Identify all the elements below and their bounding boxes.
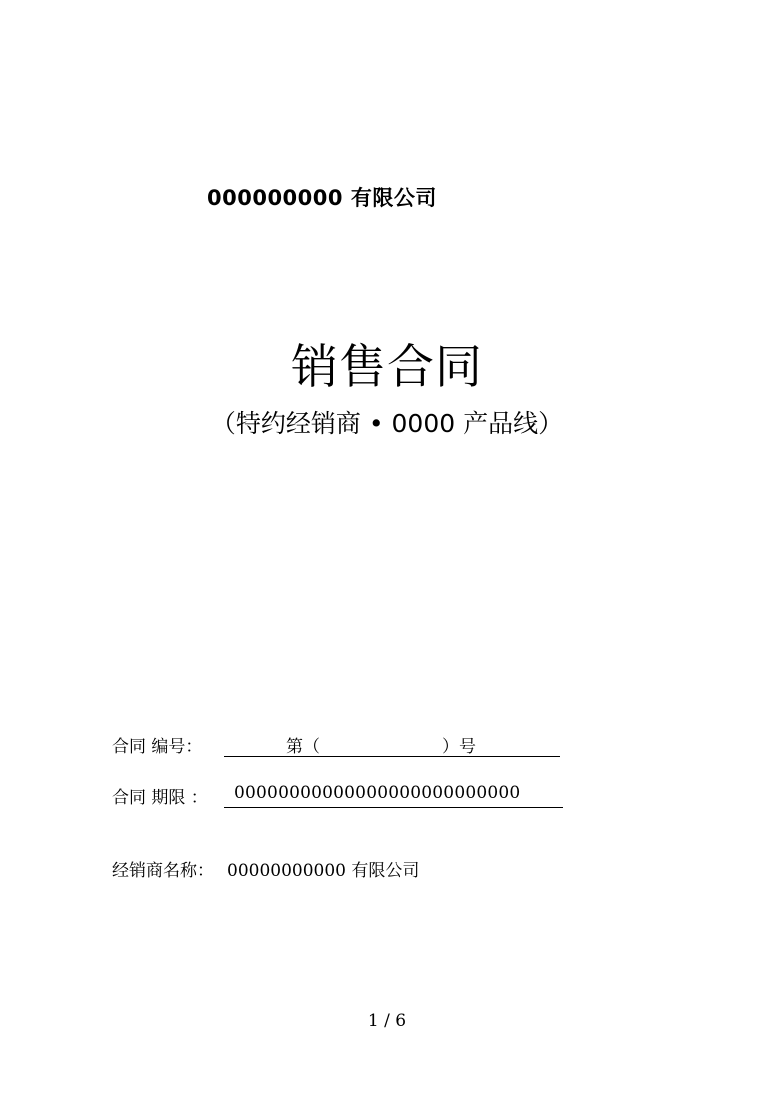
dealer-name-value: 00000000000 有限公司 <box>227 861 420 881</box>
contract-number-prefix: 第（ <box>286 737 320 757</box>
document-title: 销售合同 <box>291 340 483 395</box>
company-name-header: 000000000 有限公司 <box>207 186 437 210</box>
contract-number-label: 合同 编号： <box>112 737 203 757</box>
contract-term-value: 00000000000000000000000000 <box>234 783 521 803</box>
contract-number-suffix: ）号 <box>442 737 476 757</box>
contract-term-label: 合同 期限 ： <box>112 788 208 808</box>
contract-term-underline <box>224 807 563 808</box>
document-subtitle: （特约经销商 • 0000 产品线） <box>210 409 564 438</box>
dealer-name-label: 经销商名称： <box>112 861 214 881</box>
page-number: 1 / 6 <box>367 1011 407 1031</box>
contract-number-underline <box>224 756 560 757</box>
